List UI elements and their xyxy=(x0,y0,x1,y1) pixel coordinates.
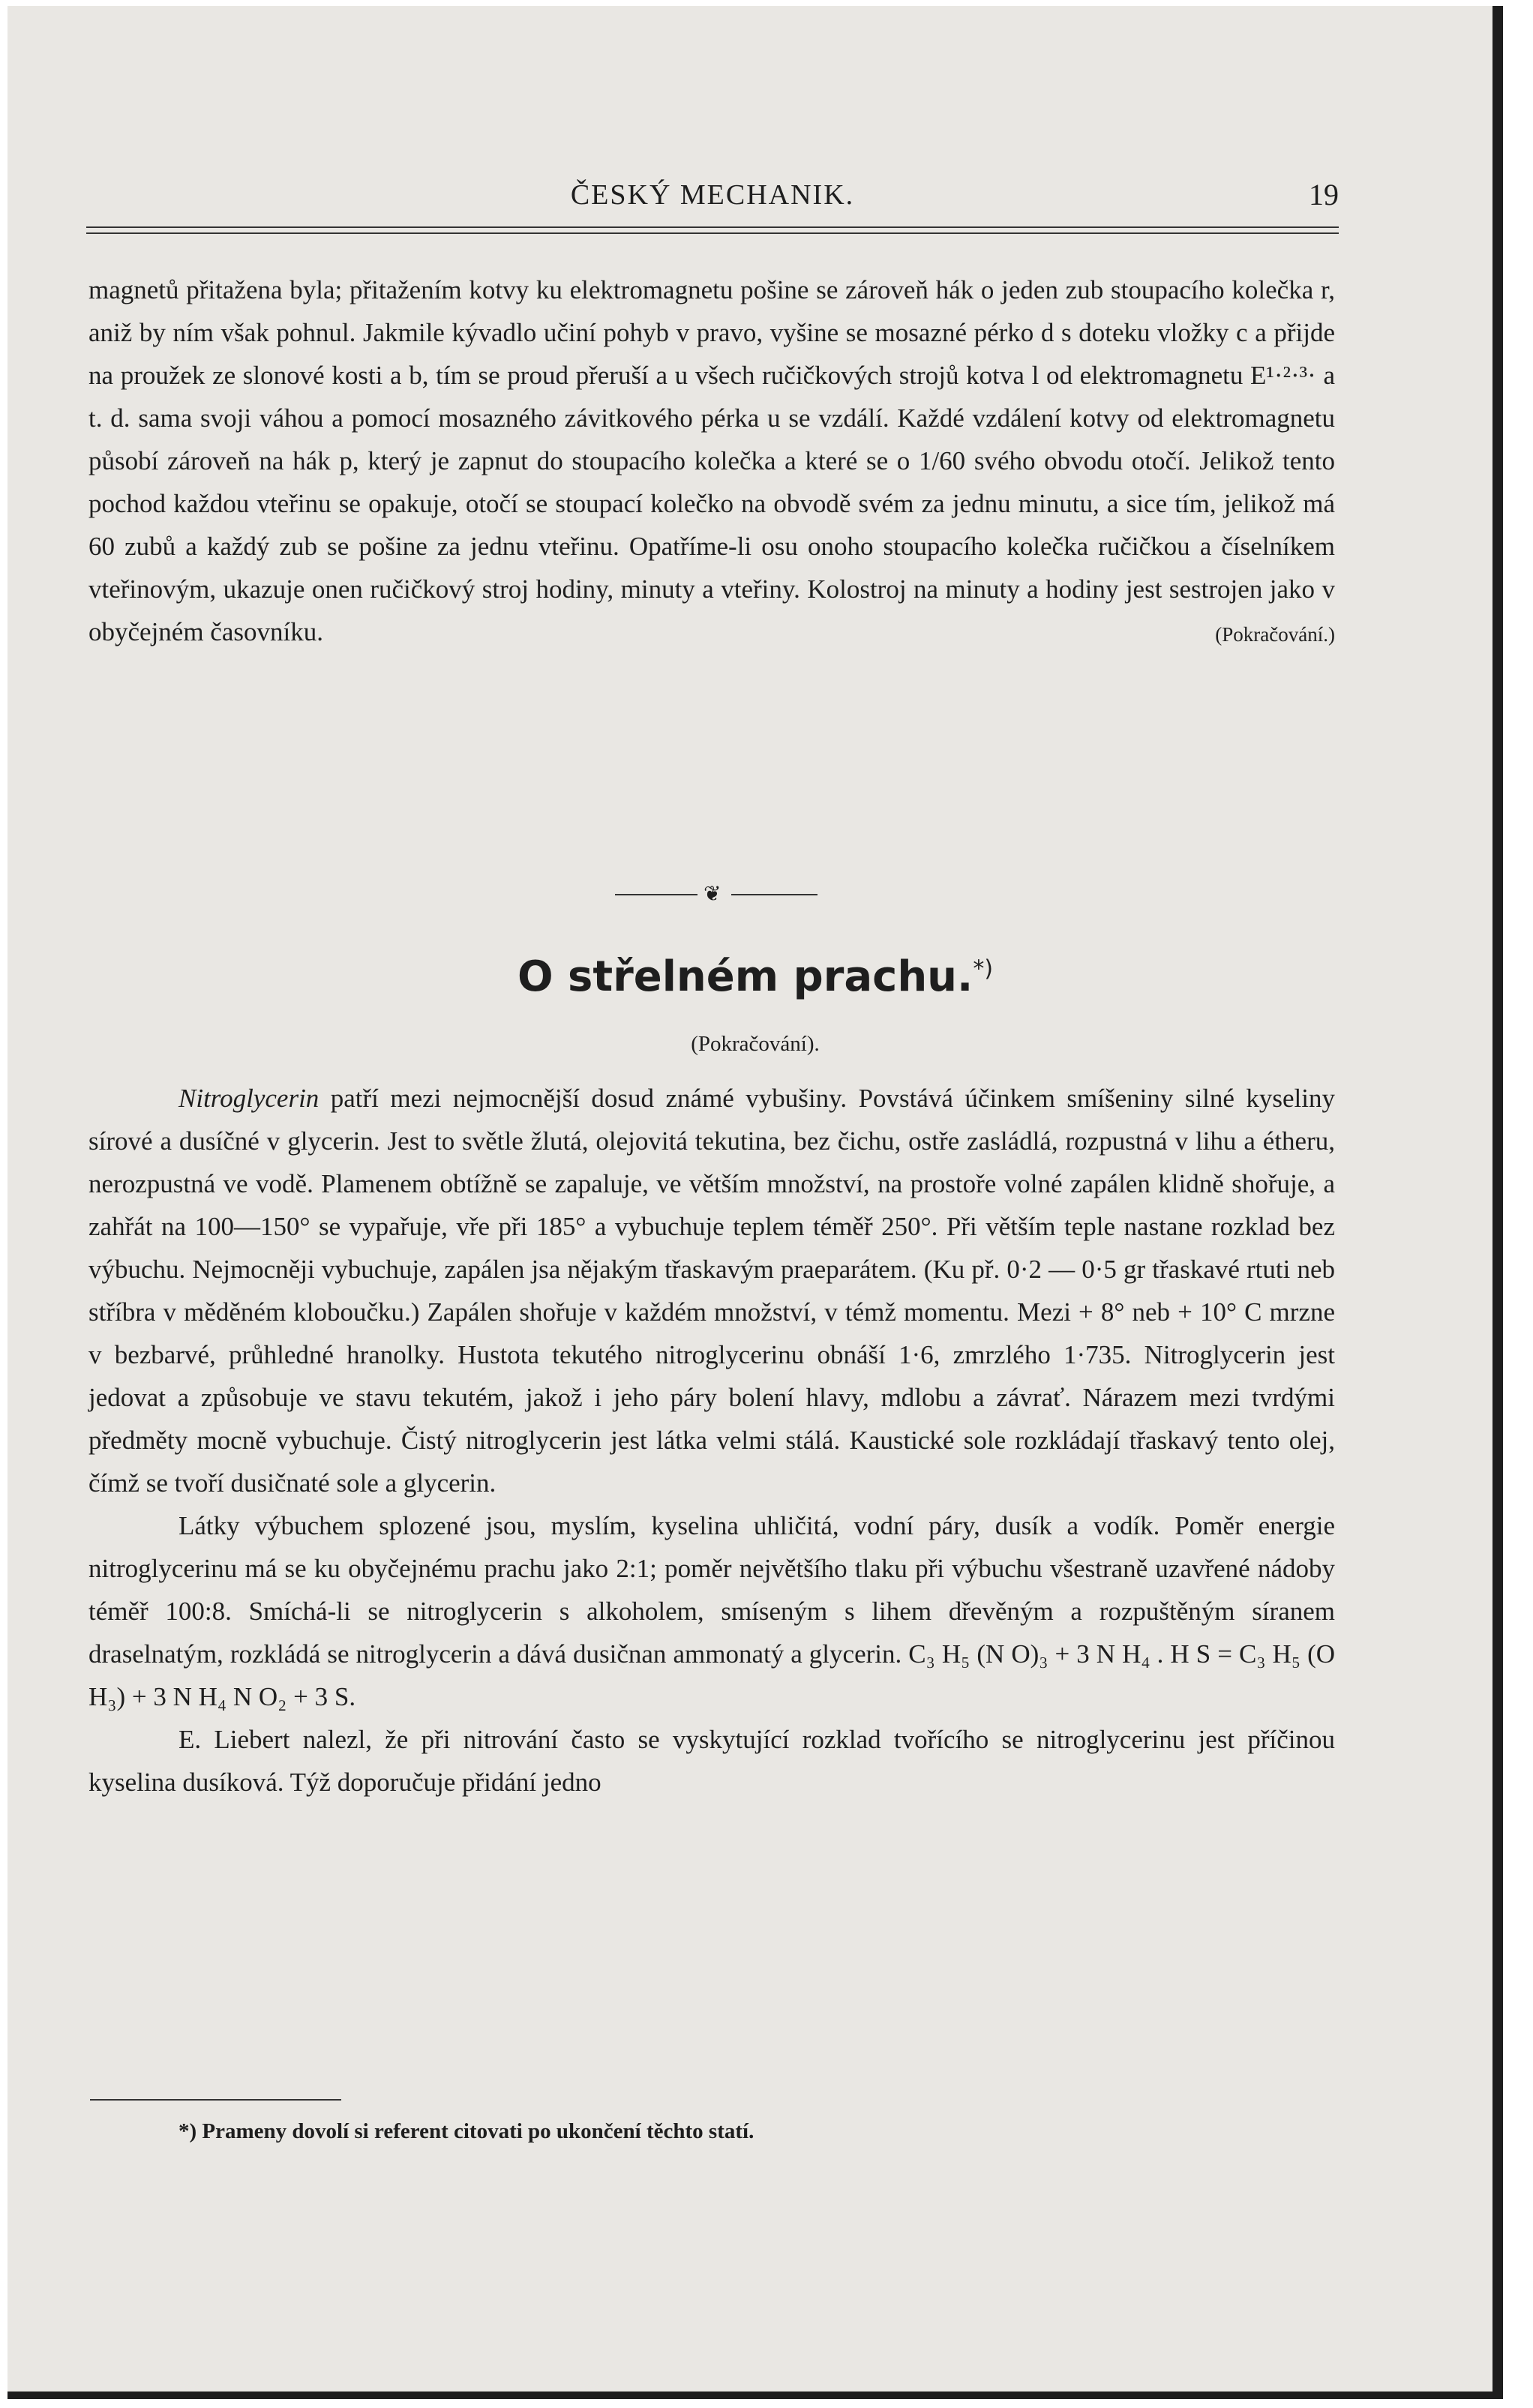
article-body xyxy=(88,1077,1335,1804)
footnote-rule xyxy=(90,2099,341,2101)
ornamental-separator xyxy=(615,881,818,906)
running-title: ČESKÝ MECHANIK. xyxy=(570,179,855,211)
scanned-page xyxy=(8,6,1503,2399)
page-number: 19 xyxy=(1309,178,1339,211)
running-header xyxy=(86,171,1339,223)
footnote-marker: *) xyxy=(973,955,994,982)
continued-article-text xyxy=(88,268,1335,656)
lead-term: Nitroglycerin xyxy=(178,1084,320,1113)
paragraph-1: Nitroglycerin patří mezi nejmocnější dosud známé vybušiny. Povstává účinkem smíšeniny silné kyseliny sírové a dusíčné v glycerin. Jest to světle žlutá, olejovitá tekutina, bez čichu, ostře zasládlá, rozpustná v lihu a étheru, nerozpustná ve vodě. Plamenem obtížně se zapaluje, ve větším množství, na prostoře volné zapálen klidně shořuje, a zahřát na 100—150° se vypařuje, vře při 185° a vybuchuje teplem téměř 250°. Při větším teple nastane rozklad bez výbuchu. Nejmocněji vybuchuje, zapálen jsa nějakým třaskavým praeparátem. (Ku př. 0·2 — 0·5 gr třaskavé rtuti neb stříbra v měděném kloboučku.) Zapálen shořuje v každém množství, v témž momentu. Mezi + 8° neb + 10° C mrzne v bezbarvé, průhledné hranolky. Hustota tekutého nitroglycerinu obnáší 1·6, zmrzlého 1·735. Nitroglycerin jest jedovat a způsobuje ve stavu tekutém, jakož i jeho páry bolení hlavy, mdlobu a závrať. Nárazem mezi tvrdými předměty mocně vybuchuje. Čistý nitroglycerin jest látka velmi stálá. Kaustické sole rozkládají třaskavý tento olej, čímž se tvoří dusičnaté sole a glycerin. xyxy=(88,1084,1335,1498)
paragraph-3: E. Liebert nalezl, že při nitrování často se vyskytující rozklad tvořícího se nitroglycerinu jest příčinou kyselina dusíková. Týž doporučuje přidání jedno xyxy=(88,1725,1335,1797)
article-subtitle: (Pokračování). xyxy=(691,1032,820,1056)
header-double-rule xyxy=(86,226,1339,234)
footnote: *) Prameny dovolí si referent citovati po ukončení těchto statí. xyxy=(178,2119,754,2143)
paragraph-2: Látky výbuchem splozené jsou, myslím, kyselina uhličitá, vodní páry, dusík a vodík. Poměr energie nitroglycerinu má se ku obyčejnému prachu jako 2:1; poměr největšího tlaku při výbuchu všestraně uzavřené nádoby téměř 100:8. Smíchá-li se nitroglycerin s alkoholem, smíseným s lihem dřevěným a rozpuštěným síranem draselnatým, rozkládá se nitroglycerin a dává dusičnan ammonatý a glycerin. C₃ H₅ (N O)₃ + 3 N H₄ . H S = C₃ H₅ (O H₃) + 3 N H₄ N O₂ + 3 S. xyxy=(88,1511,1335,1711)
continued-paragraph: magnetů přitažena byla; přitažením kotvy ku elektromagnetu pošine se zároveň hák o jeden zub stoupacího kolečka r, aniž by ním však pohnul. Jakmile kývadlo učiní pohyb v pravo, vyšine se mosazné pérko d s doteku vložky c a přijde na proužek ze slonové kosti a b, tím se proud přeruší a u všech ručičkových strojů kotva l od elektromagnetu E¹·²·³· a t. d. sama svoji váhou a pomocí mosazného závitkového pérka u se vzdálí. Každé vzdálení kotvy od elektromagnetu působí zároveň na hák p, který je zapnut do stoupacího kolečka a které se o 1/60 svého obvodu otočí. Jelikož tento pochod každou vteřinu se opakuje, otočí se stoupací kolečko na obvodě svém za jednu minutu, a sice tím, jelikož má 60 zubů a každý zub se pošine za jednu vteřinu. Opatříme-li osu onoho stoupacího kolečka ručičkou a číselníkem vteřinovým, ukazuje onen ručičkový stroj hodiny, minuty a vteřiny. Kolostroj na minuty a hodiny jest sestrojen jako v obyčejném časovníku. xyxy=(88,275,1335,646)
article-title-text: O střelném prachu. xyxy=(517,952,974,1001)
to-be-continued-note: (Pokračování.) xyxy=(1215,623,1335,646)
article-title xyxy=(8,952,1503,1001)
fleuron-icon: ❦ xyxy=(704,881,722,906)
